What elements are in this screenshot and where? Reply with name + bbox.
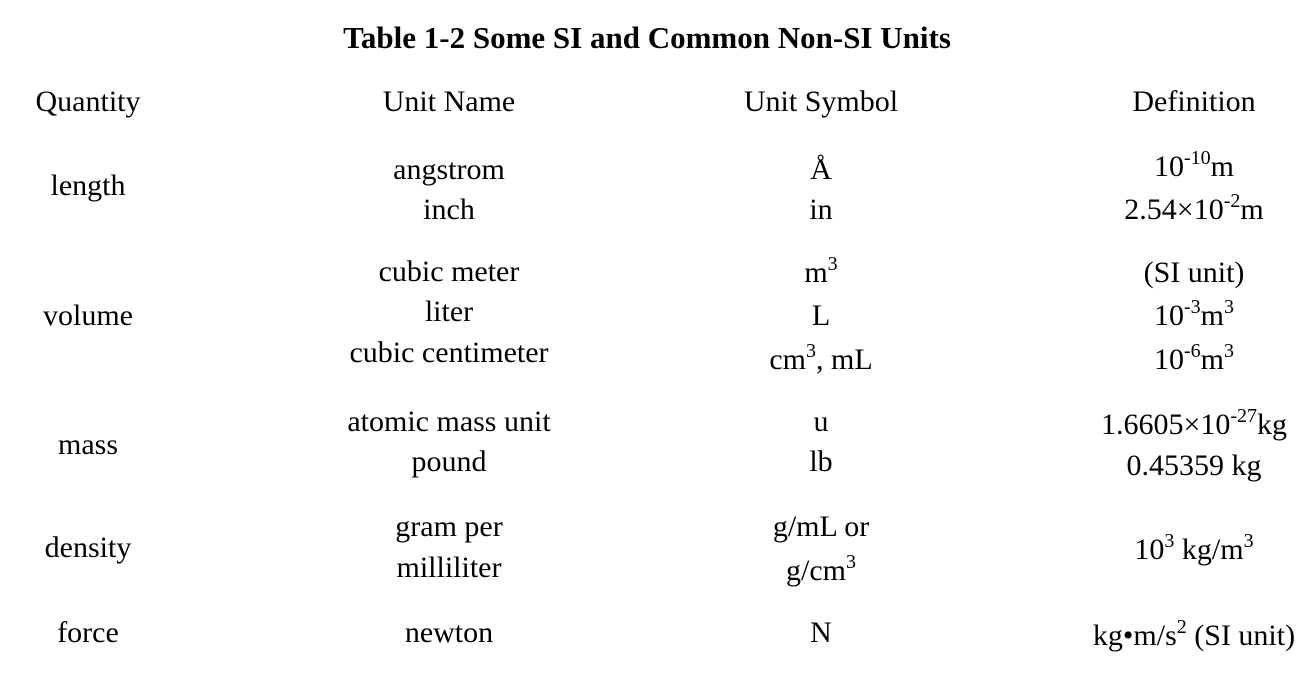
definition-liter: $10^{-3}m^3$ <box>1153 296 1234 332</box>
quantity-volume: volume <box>43 299 133 332</box>
quantity-density: density <box>44 531 132 564</box>
unit-name-inch: inch <box>423 193 475 226</box>
unit-name-atomic-mass-unit: atomic mass unit <box>347 405 551 438</box>
unit-symbol-angstrom: Å <box>810 153 832 186</box>
definition-cubic-centimeter: $10^{-6}m^3$ <box>1153 340 1234 376</box>
unit-symbol-liter: L <box>811 299 831 332</box>
unit-symbol-g-cm3: $g/cm^3$ <box>786 551 856 587</box>
unit-name-angstrom: angstrom <box>393 153 505 186</box>
definition-pound: 0.45359 kg <box>1126 449 1262 482</box>
unit-symbol-atomic-mass-unit: u <box>813 405 829 438</box>
quantity-force: force <box>57 616 119 649</box>
header-unit-name: Unit Name <box>382 85 516 118</box>
unit-name-liter: liter <box>424 295 474 328</box>
header-unit-symbol: Unit Symbol <box>743 85 899 118</box>
definition-inch: $2.54\times 10^{-2}m$ <box>1124 190 1264 226</box>
definition-angstrom: $10^{-10}m$ <box>1153 147 1234 183</box>
unit-name-pound: pound <box>411 445 487 478</box>
definition-atomic-mass-unit: $1.6605\times 10^{-27}kg$ <box>1100 405 1288 441</box>
unit-name-gram-per: gram per <box>395 510 503 543</box>
unit-symbol-cubic-meter: $m^3$ <box>804 253 838 289</box>
table-title: Table 1-2 Some SI and Common Non-SI Units <box>343 20 951 55</box>
unit-symbol-newton: N <box>810 616 832 649</box>
quantity-mass: mass <box>58 428 118 461</box>
unit-symbol-pound: lb <box>809 445 833 478</box>
unit-name-milliliter: milliliter <box>396 551 502 584</box>
definition-cubic-meter: (SI unit) <box>1143 256 1245 289</box>
unit-name-cubic-meter: cubic meter <box>378 255 520 288</box>
definition-density: $10^3$ $kg/m^3$ <box>1134 530 1254 566</box>
quantity-length: length <box>50 169 126 202</box>
unit-name-cubic-centimeter: cubic centimeter <box>349 336 549 369</box>
definition-newton: $kg•m/s^2$ (SI unit) <box>1092 616 1296 652</box>
unit-symbol-cubic-centimeter: $cm^3$, mL <box>769 340 873 376</box>
unit-symbol-g-ml: g/mL or <box>772 510 870 543</box>
unit-symbol-inch: in <box>809 193 833 226</box>
unit-name-newton: newton <box>404 616 494 649</box>
header-definition: Definition <box>1132 85 1256 118</box>
header-quantity: Quantity <box>35 85 141 118</box>
